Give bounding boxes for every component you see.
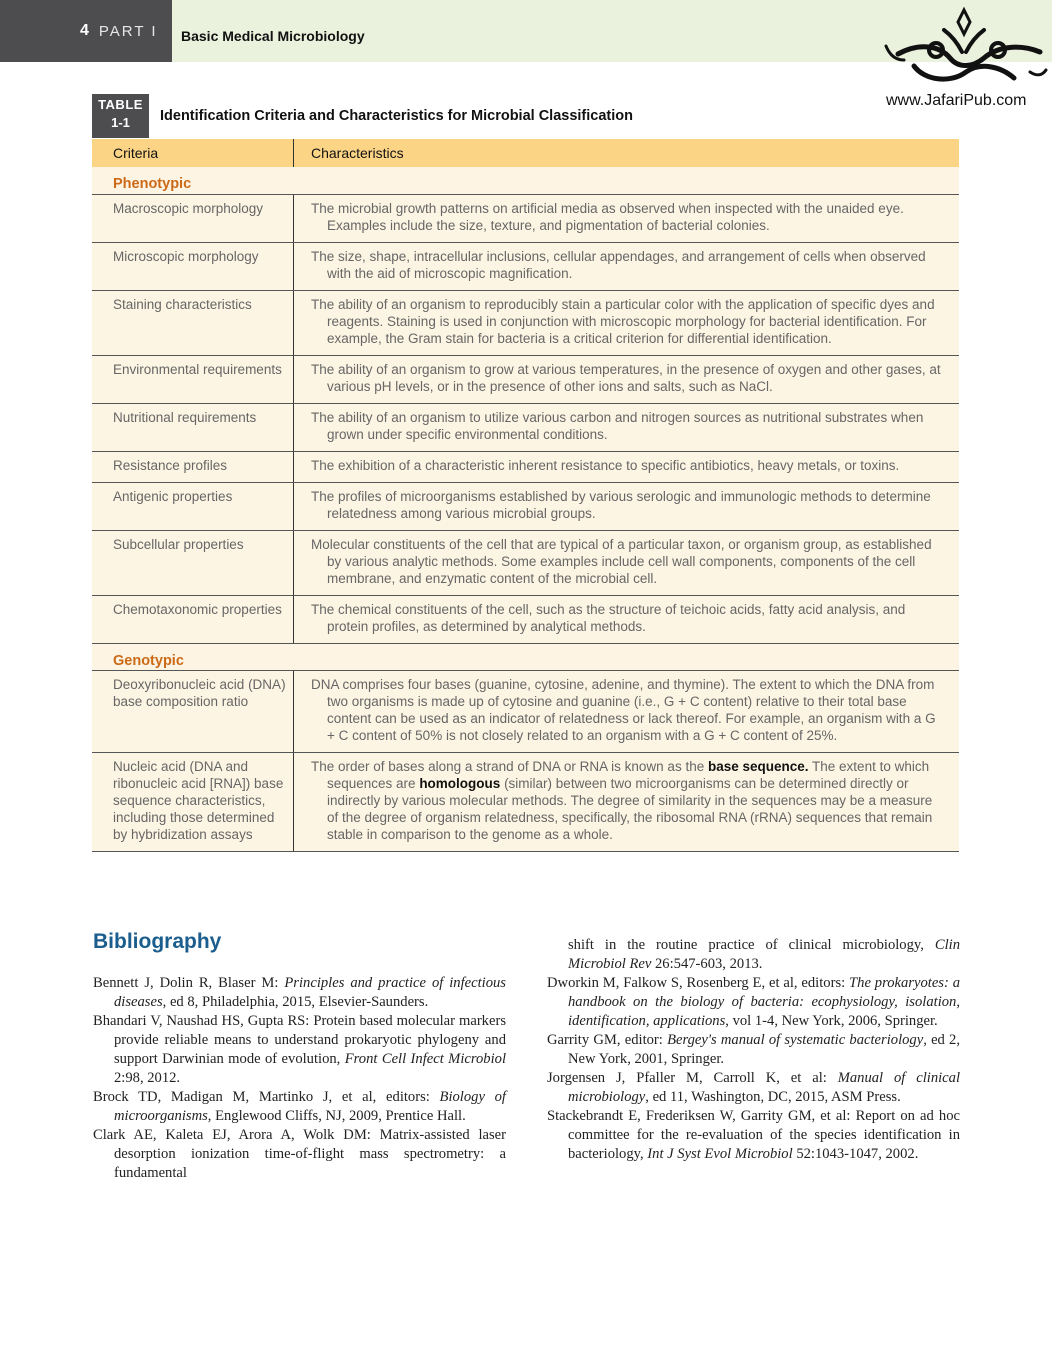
- column-header-criteria: Criteria: [92, 139, 294, 167]
- table-row: [92, 670, 959, 752]
- characteristics-cell: The profiles of microorganisms established by various serologic and immunologic methods to determine relatedness among various microbial groups.: [294, 483, 959, 530]
- section-heading-genotypic: Genotypic: [92, 643, 959, 670]
- table-row: [92, 752, 959, 851]
- characteristics-cell: DNA comprises four bases (guanine, cytosine, adenine, and thymine). The extent to which the DNA from two organisms is made up of cytosine and guanine (i.e., G + C content) relative to their total base content can be used as an indicator of relatedness or lack thereof. For example, an organism with a G + C content of 50% is not closely related to an organism with a G + C content of 25%.: [294, 671, 959, 752]
- criteria-cell: Deoxyribonucleic acid (DNA) base composition ratio: [92, 671, 294, 752]
- criteria-cell: Subcellular properties: [92, 531, 294, 595]
- table-row: [92, 451, 959, 482]
- criteria-cell: Microscopic morphology: [92, 243, 294, 290]
- part-label: PART I: [98, 22, 158, 40]
- reference-entry-continuation: shift in the routine practice of clinical microbiology, Clin Microbiol Rev 26:547-603, 2013.: [568, 937, 960, 972]
- table-row: [92, 482, 959, 530]
- characteristics-cell: The size, shape, intracellular inclusions, cellular appendages, and arrangement of cells when observed with the aid of microscopic magnification.: [294, 243, 959, 290]
- characteristics-cell: The ability of an organism to utilize various carbon and nitrogen sources as nutritional substrates when grown under specific environmental conditions.: [294, 404, 959, 451]
- characteristics-cell: Molecular constituents of the cell that are typical of a particular taxon, or organism group, as established by various analytic methods. Some examples include cell wall components, components of the cell membrane, and enzymatic content of the microbial cell.: [294, 531, 959, 595]
- page-header-dark-band: [0, 0, 172, 62]
- table-title: Identification Criteria and Characteristics for Microbial Classification: [160, 108, 633, 124]
- calligraphy-logo-icon: [880, 6, 1050, 90]
- characteristics-cell: The ability of an organism to grow at various temperatures, in the presence of oxygen and other gases, at various pH levels, or in the presence of other ions and salts, such as NaCl.: [294, 356, 959, 403]
- text-fragment: The order of bases along a strand of DNA or RNA is known as the: [311, 759, 708, 774]
- criteria-cell: Nucleic acid (DNA and ribonucleic acid [RNA]) base sequence characteristics, including those determined by hybridization assays: [92, 753, 294, 851]
- classification-table: [92, 139, 959, 852]
- table-row: [92, 595, 959, 643]
- text-fragment: The extent to which sequences are: [327, 759, 930, 791]
- key-term-base-sequence: base sequence.: [707, 759, 809, 774]
- criteria-cell: Antigenic properties: [92, 483, 294, 530]
- criteria-cell: Chemotaxonomic properties: [92, 596, 294, 643]
- reference-entry: Clark AE, Kaleta EJ, Arora A, Wolk DM: Matrix-assisted laser desorption ionization time-of-flight mass spectrometry: a fundamental: [93, 1127, 506, 1181]
- table-tag-label: TABLE: [98, 97, 143, 112]
- characteristics-cell: The chemical constituents of the cell, such as the structure of teichoic acids, fatty acid analysis, and protein profiles, as determined by analytical methods.: [294, 596, 959, 643]
- bibliography-column-left: [93, 974, 506, 1183]
- reference-entry: Stackebrandt E, Frederiksen W, Garrity GM, et al: Report on ad hoc committee for the re-evaluation of the species identification in bacteriology, Int J Syst Evol Microbiol 52:1043-1047, 2002.: [547, 1108, 960, 1162]
- column-header-characteristics: Characteristics: [311, 145, 404, 161]
- publisher-url: www.JafariPub.com: [886, 92, 1027, 109]
- table-row: [92, 403, 959, 451]
- reference-entry: Jorgensen J, Pfaller M, Carroll K, et al: Manual of clinical microbiology, ed 11, Washington, DC, 2015, ASM Press.: [547, 1070, 960, 1105]
- key-term-homologous: homologous: [419, 776, 501, 791]
- reference-entry: Bennett J, Dolin R, Blaser M: Principles and practice of infectious diseases, ed 8, Philadelphia, 2015, Elsevier-Saunders.: [93, 975, 506, 1010]
- criteria-cell: Resistance profiles: [92, 452, 294, 482]
- table-row: [92, 355, 959, 403]
- reference-entry: Bhandari V, Naushad HS, Gupta RS: Protein based molecular markers provide reliable means to understand prokaryotic phylogeny and support Darwinian mode of evolution, Front Cell Infect Microbiol 2:98, 2012.: [93, 1013, 506, 1086]
- criteria-cell: Macroscopic morphology: [92, 195, 294, 242]
- table-row: [92, 194, 959, 242]
- table-tag-number: 1-1: [111, 115, 130, 130]
- table-number-tag: [92, 94, 149, 138]
- table-row: [92, 290, 959, 355]
- publisher-watermark: [880, 6, 1050, 110]
- chapter-title: Basic Medical Microbiology: [181, 28, 365, 44]
- table-header-row: [92, 139, 959, 167]
- table-bottom-rule: [92, 851, 959, 852]
- criteria-cell: Nutritional requirements: [92, 404, 294, 451]
- page-number: 4: [80, 22, 89, 39]
- criteria-cell: Environmental requirements: [92, 356, 294, 403]
- characteristics-cell: [294, 753, 959, 851]
- characteristics-cell: The ability of an organism to reproducibly stain a particular color with the application of specific dyes and reagents. Staining is used in conjunction with microscopic morphology for bacterial identification. For example, the Gram stain for bacteria is a critical criterion for differential identification.: [294, 291, 959, 355]
- characteristics-cell: The exhibition of a characteristic inherent resistance to specific antibiotics, heavy metals, or toxins.: [294, 452, 959, 482]
- reference-entry: Brock TD, Madigan M, Martinko J, et al, editors: Biology of microorganisms, Englewood Cliffs, NJ, 2009, Prentice Hall.: [93, 1089, 506, 1124]
- table-row: [92, 242, 959, 290]
- criteria-cell: Staining characteristics: [92, 291, 294, 355]
- reference-entry: Garrity GM, editor: Bergey's manual of systematic bacteriology, ed 2, New York, 2001, Springer.: [547, 1032, 961, 1067]
- bibliography-column-right: [547, 936, 960, 1164]
- bibliography-heading: Bibliography: [93, 930, 222, 953]
- text-fragment: (similar) between two microorganisms can be determined directly or indirectly by various molecular methods. The degree of similarity in the sequences may be a measure of the degree of organism relatedness, specifically, the ribosomal RNA (rRNA) sequences that remain stable in comparison to the genome as a whole.: [327, 776, 933, 842]
- table-row: [92, 530, 959, 595]
- characteristics-cell: The microbial growth patterns on artificial media as observed when inspected with the unaided eye. Examples include the size, texture, and pigmentation of bacterial colonies.: [294, 195, 959, 242]
- section-heading-phenotypic: Phenotypic: [92, 167, 959, 194]
- reference-entry: Dworkin M, Falkow S, Rosenberg E, et al, editors: The prokaryotes: a handbook on the biology of bacteria: ecophysiology, isolation, identification, applications, vol 1-4, New York, 2006, Springer.: [547, 975, 960, 1029]
